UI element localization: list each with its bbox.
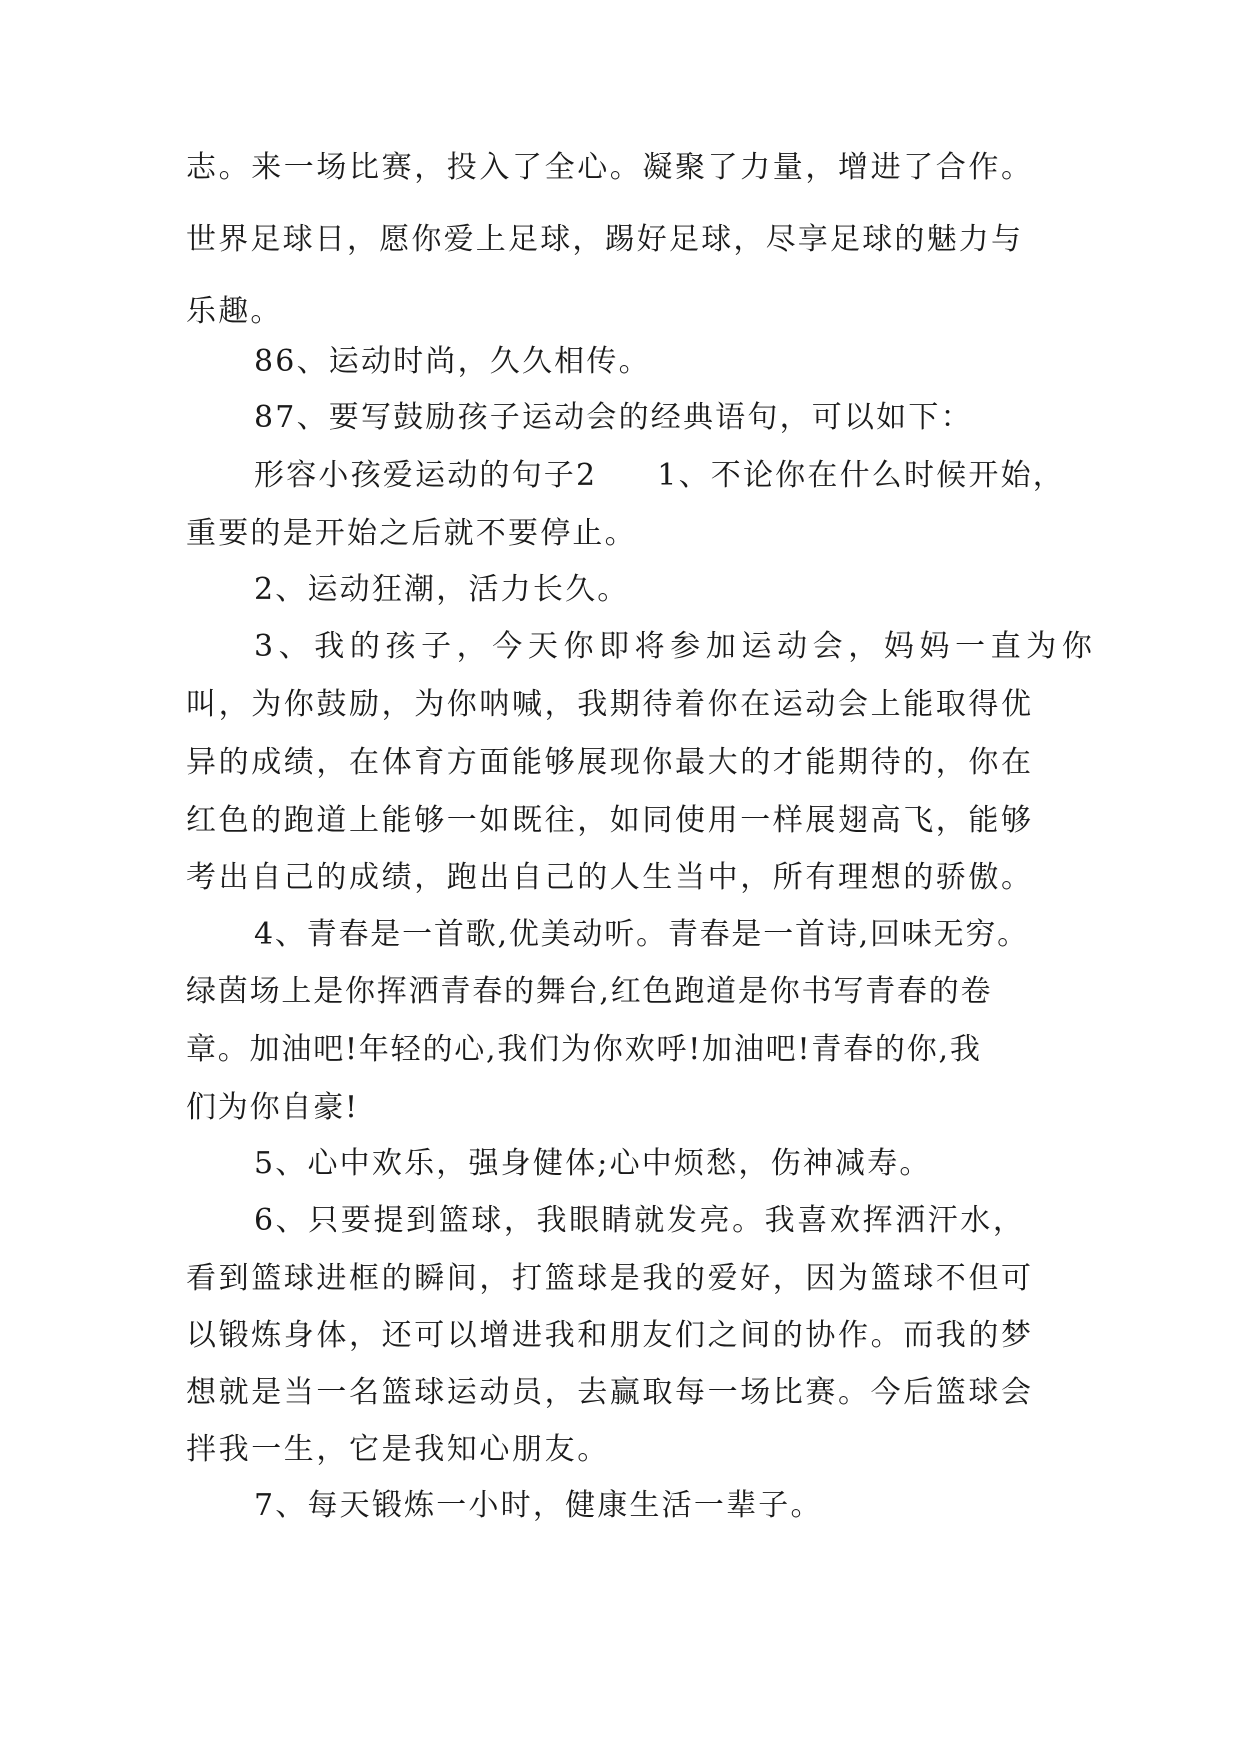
text-line-content: 重要的是开始之后就不要停止。 <box>186 516 637 551</box>
text-line-content: 想就是当一名篮球运动员，去赢取每一场比赛。今后篮球会 <box>186 1375 1034 1410</box>
section-heading-line <box>254 456 1065 496</box>
text-line-content: 以锻炼身体，还可以增进我和朋友们之间的协作。而我的梦 <box>186 1318 1034 1353</box>
text-line-content: 乐趣。 <box>186 294 283 329</box>
text-line <box>186 148 1064 188</box>
text-line-content: 87、要写鼓励孩子运动会的经典语句，可以如下： <box>254 400 973 435</box>
text-line <box>186 514 637 554</box>
paragraph-7 <box>254 1486 823 1526</box>
text-line <box>186 743 1034 783</box>
text-line <box>186 1430 610 1470</box>
paragraph-6 <box>254 1201 1026 1241</box>
text-line <box>186 1030 982 1070</box>
text-line-content: 5、心中欢乐，强身健体;心中烦愁，伤神减寿。 <box>254 1146 932 1181</box>
text-line-content: 叫，为你鼓励，为你呐喊，我期待着你在运动会上能取得优 <box>186 687 1034 722</box>
text-line-content: 6、只要提到篮球，我眼睛就发亮。我喜欢挥洒汗水， <box>254 1203 1026 1238</box>
text-line <box>186 858 1034 898</box>
text-line-content: 2、运动狂潮，活力长久。 <box>254 572 630 607</box>
text-line-content: 1、不论你在什么时候开始， <box>657 458 1065 493</box>
paragraph-86 <box>254 342 651 382</box>
text-line-content: 绿茵场上是你挥洒青春的舞台,红色跑道是你书写青春的卷 <box>186 974 993 1009</box>
text-line-content: 志。来一场比赛，投入了全心。凝聚了力量，增进了合作。 <box>186 150 1034 185</box>
text-line-content: 章。加油吧!年轻的心,我们为你欢呼!加油吧!青春的你,我 <box>186 1032 982 1067</box>
text-line-content: 异的成绩，在体育方面能够展现你最大的才能期待的，你在 <box>186 745 1034 780</box>
text-line <box>186 1259 1034 1299</box>
text-line <box>186 292 283 332</box>
text-line-content: 们为你自豪! <box>186 1090 359 1125</box>
section-heading: 形容小孩爱运动的句子2 <box>254 458 598 493</box>
text-line <box>186 220 1023 260</box>
text-line <box>186 1088 359 1128</box>
paragraph-87 <box>254 398 973 438</box>
text-line-content: 看到篮球进框的瞬间，打篮球是我的爱好，因为篮球不但可 <box>186 1261 1034 1296</box>
text-line-content: 4、青春是一首歌,优美动听。青春是一首诗,回味无穷。 <box>254 917 1029 952</box>
text-line <box>186 801 1034 841</box>
text-line <box>186 1316 1034 1356</box>
text-line-content: 3、我的孩子，今天你即将参加运动会，妈妈一直为你 <box>254 629 1098 664</box>
paragraph-3 <box>254 627 1098 667</box>
paragraph-2 <box>254 570 630 610</box>
text-line <box>186 972 992 1012</box>
text-line-content: 红色的跑道上能够一如既往，如同使用一样展翅高飞，能够 <box>186 803 1034 838</box>
text-line-content: 86、运动时尚，久久相传。 <box>254 344 651 379</box>
text-line <box>186 1373 1034 1413</box>
text-line-content: 拌我一生，它是我知心朋友。 <box>186 1432 610 1467</box>
paragraph-4 <box>254 915 1029 955</box>
text-line-content: 考出自己的成绩，跑出自己的人生当中，所有理想的骄傲。 <box>186 860 1034 895</box>
text-line <box>186 685 1034 725</box>
paragraph-5 <box>254 1144 932 1184</box>
text-line-content: 7、每天锻炼一小时，健康生活一辈子。 <box>254 1488 823 1523</box>
text-line-content: 世界足球日，愿你爱上足球，踢好足球，尽享足球的魅力与 <box>186 222 1024 257</box>
